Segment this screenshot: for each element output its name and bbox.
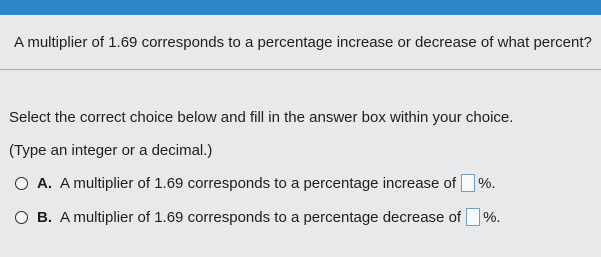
choice-b-letter: B. bbox=[37, 208, 52, 226]
choice-b-percent-suffix: %. bbox=[483, 208, 501, 226]
header-band bbox=[0, 0, 601, 15]
question-text: A multiplier of 1.69 corresponds to a percentage increase or decrease of what percent? bbox=[14, 34, 592, 51]
choice-a-answer-box[interactable] bbox=[461, 174, 475, 192]
choice-b-radio[interactable] bbox=[15, 211, 28, 224]
choice-a-letter: A. bbox=[37, 174, 52, 192]
choice-b-answer-box[interactable] bbox=[466, 208, 480, 226]
input-hint: (Type an integer or a decimal.) bbox=[9, 142, 213, 159]
divider bbox=[0, 69, 601, 70]
choice-a-radio[interactable] bbox=[15, 177, 28, 190]
instruction-text: Select the correct choice below and fill in the answer box within your choice. bbox=[9, 109, 514, 126]
choice-a-text: A multiplier of 1.69 corresponds to a percentage increase of bbox=[60, 174, 457, 192]
choice-a-percent-suffix: %. bbox=[478, 174, 496, 192]
choice-b[interactable] bbox=[15, 206, 501, 228]
choice-a[interactable] bbox=[15, 172, 496, 194]
choice-b-text: A multiplier of 1.69 corresponds to a percentage decrease of bbox=[60, 208, 462, 226]
